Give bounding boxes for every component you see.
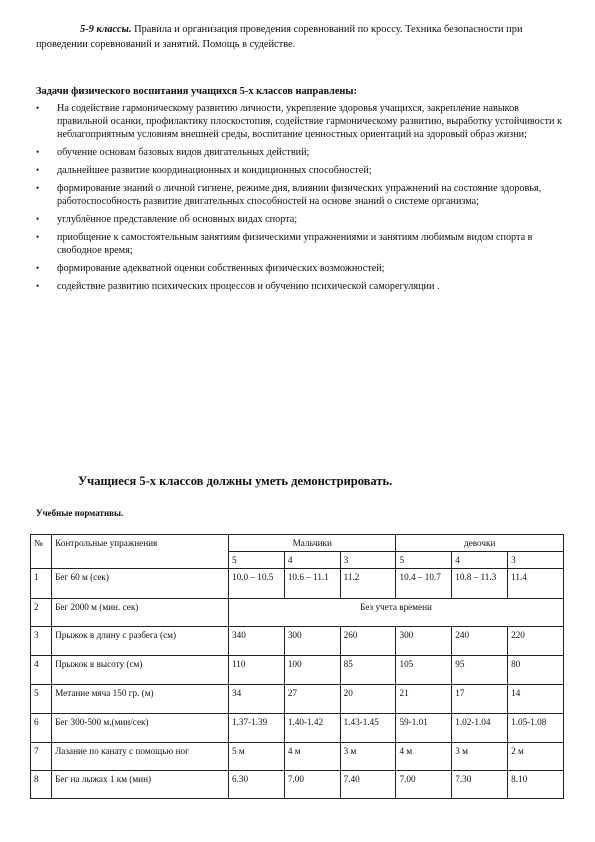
row-value: 1.05-1.08 <box>508 714 564 743</box>
row-value: 4 м <box>284 743 340 771</box>
row-value: 1.37-1.39 <box>229 714 285 743</box>
tasks-heading: Задачи физического воспитания учащихся 5-х классов направлены: <box>36 86 357 97</box>
task-text: формирование знаний о личной гигиене, режиме дня, влиянии физических упражнений на состояние здоровья, работоспособность развитие двигательных способностей на основе знаний о системе организма; <box>57 183 542 207</box>
task-item <box>36 146 564 159</box>
task-text: формирование адекватной оценки собственных физических возможностей; <box>57 263 385 274</box>
section-title: Учащиеся 5-х классов должны уметь демонстрировать. <box>78 474 393 488</box>
row-num: 4 <box>31 656 52 685</box>
intro-paragraph <box>36 22 566 52</box>
row-value: 5 м <box>229 743 285 771</box>
intro-text: Правила и организация проведения соревнований по кроссу. Техника безопасности при проведении соревнований и занятий. Помощь в судействе. <box>36 24 523 50</box>
grade-cell: 4 <box>284 552 340 569</box>
table-row <box>31 714 564 743</box>
row-note: Без учета времени <box>229 599 564 627</box>
row-value: 34 <box>229 685 285 714</box>
table-row <box>31 656 564 685</box>
row-value: 4 м <box>396 743 452 771</box>
row-value: 10.4 – 10.7 <box>396 569 452 599</box>
row-value: 11.2 <box>340 569 396 599</box>
row-value: 260 <box>340 627 396 656</box>
task-item <box>36 280 564 293</box>
row-exercise: Бег 2000 м (мин. сек) <box>52 599 229 627</box>
row-exercise: Бег на лыжах 1 км (мин) <box>52 771 229 799</box>
grade-cell: 3 <box>340 552 396 569</box>
row-value: 3 м <box>452 743 508 771</box>
row-value: 85 <box>340 656 396 685</box>
table-header-row <box>31 535 564 552</box>
row-num: 1 <box>31 569 52 599</box>
row-value: 14 <box>508 685 564 714</box>
norms-table <box>30 534 564 799</box>
task-item <box>36 182 564 208</box>
grade-cell: 5 <box>229 552 285 569</box>
task-text: приобщение к самостоятельным занятиям физическими упражнениями и занятиям любимым видом спорта в свободное время; <box>57 232 533 256</box>
row-value: 10.6 – 11.1 <box>284 569 340 599</box>
task-item <box>36 213 564 226</box>
row-value: 300 <box>396 627 452 656</box>
table-row <box>31 569 564 599</box>
row-exercise: Лазание по канату с помощью ног <box>52 743 229 771</box>
row-value: 20 <box>340 685 396 714</box>
row-num: 8 <box>31 771 52 799</box>
header-exercise: Контрольные упражнения <box>52 535 229 569</box>
bullet-icon: • <box>36 165 40 175</box>
table-row <box>31 685 564 714</box>
row-value: 1.40-1.42 <box>284 714 340 743</box>
norms-subtitle: Учебные нормативы. <box>36 508 124 518</box>
row-exercise: Бег 60 м (сек) <box>52 569 229 599</box>
task-item <box>36 262 564 275</box>
row-value: 7.00 <box>396 771 452 799</box>
bullet-icon: • <box>36 183 40 193</box>
bullet-icon: • <box>36 214 40 224</box>
row-value: 7.30 <box>452 771 508 799</box>
row-value: 300 <box>284 627 340 656</box>
task-text: На содействие гармоническому развитию личности, укрепление здоровья учащихся, закрепление навыков правильной осанки, профилактику плоскостопия, содействие гармоническому развитию, выработку устойчивости к неблагоприятным условиям внешней среды, воспитание ценностных ориентаций на здоровый образ жизни; <box>57 103 562 140</box>
intro-lead: 5-9 классы. <box>80 24 132 35</box>
row-value: 240 <box>452 627 508 656</box>
row-value: 27 <box>284 685 340 714</box>
row-exercise: Прыжок в высоту (см) <box>52 656 229 685</box>
bullet-icon: • <box>36 263 40 273</box>
row-value: 6.30 <box>229 771 285 799</box>
task-text: дальнейшее развитие координационных и кондиционных способностей; <box>57 165 372 176</box>
row-num: 7 <box>31 743 52 771</box>
tasks-list <box>36 102 564 298</box>
task-item <box>36 231 564 257</box>
row-value: 7.00 <box>284 771 340 799</box>
task-text: углублённое представление об основных видах спорта; <box>57 214 298 225</box>
table-row <box>31 627 564 656</box>
row-value: 1.02-1.04 <box>452 714 508 743</box>
row-exercise: Метание мяча 150 гр. (м) <box>52 685 229 714</box>
row-value: 220 <box>508 627 564 656</box>
task-item <box>36 164 564 177</box>
task-item <box>36 102 564 141</box>
row-value: 110 <box>229 656 285 685</box>
table-row <box>31 743 564 771</box>
grade-cell: 3 <box>508 552 564 569</box>
task-text: обучение основам базовых видов двигательных действий; <box>57 147 310 158</box>
bullet-icon: • <box>36 103 40 113</box>
row-value: 95 <box>452 656 508 685</box>
row-value: 17 <box>452 685 508 714</box>
row-value: 340 <box>229 627 285 656</box>
row-num: 6 <box>31 714 52 743</box>
row-exercise: Бег 300-500 м.(мин/сек) <box>52 714 229 743</box>
row-value: 80 <box>508 656 564 685</box>
row-value: 105 <box>396 656 452 685</box>
row-value: 10.8 – 11.3 <box>452 569 508 599</box>
row-exercise: Прыжок в длину с разбега (см) <box>52 627 229 656</box>
row-value: 7.40 <box>340 771 396 799</box>
row-value: 8.10 <box>508 771 564 799</box>
row-value: 1.43-1.45 <box>340 714 396 743</box>
header-num: № <box>31 535 52 569</box>
row-num: 2 <box>31 599 52 627</box>
row-value: 10.0 – 10.5 <box>229 569 285 599</box>
row-value: 21 <box>396 685 452 714</box>
bullet-icon: • <box>36 147 40 157</box>
header-boys: Мальчики <box>229 535 396 552</box>
header-girls: девочки <box>396 535 564 552</box>
row-value: 11.4 <box>508 569 564 599</box>
row-value: 2 м <box>508 743 564 771</box>
grade-cell: 5 <box>396 552 452 569</box>
bullet-icon: • <box>36 281 40 291</box>
row-value: 3 м <box>340 743 396 771</box>
task-text: содействие развитию психических процессов и обучению психической саморегуляции . <box>57 281 440 292</box>
grade-cell: 4 <box>452 552 508 569</box>
row-value: 100 <box>284 656 340 685</box>
table-row <box>31 771 564 799</box>
bullet-icon: • <box>36 232 40 242</box>
row-num: 3 <box>31 627 52 656</box>
row-num: 5 <box>31 685 52 714</box>
row-value: 59-1.01 <box>396 714 452 743</box>
table-row <box>31 599 564 627</box>
